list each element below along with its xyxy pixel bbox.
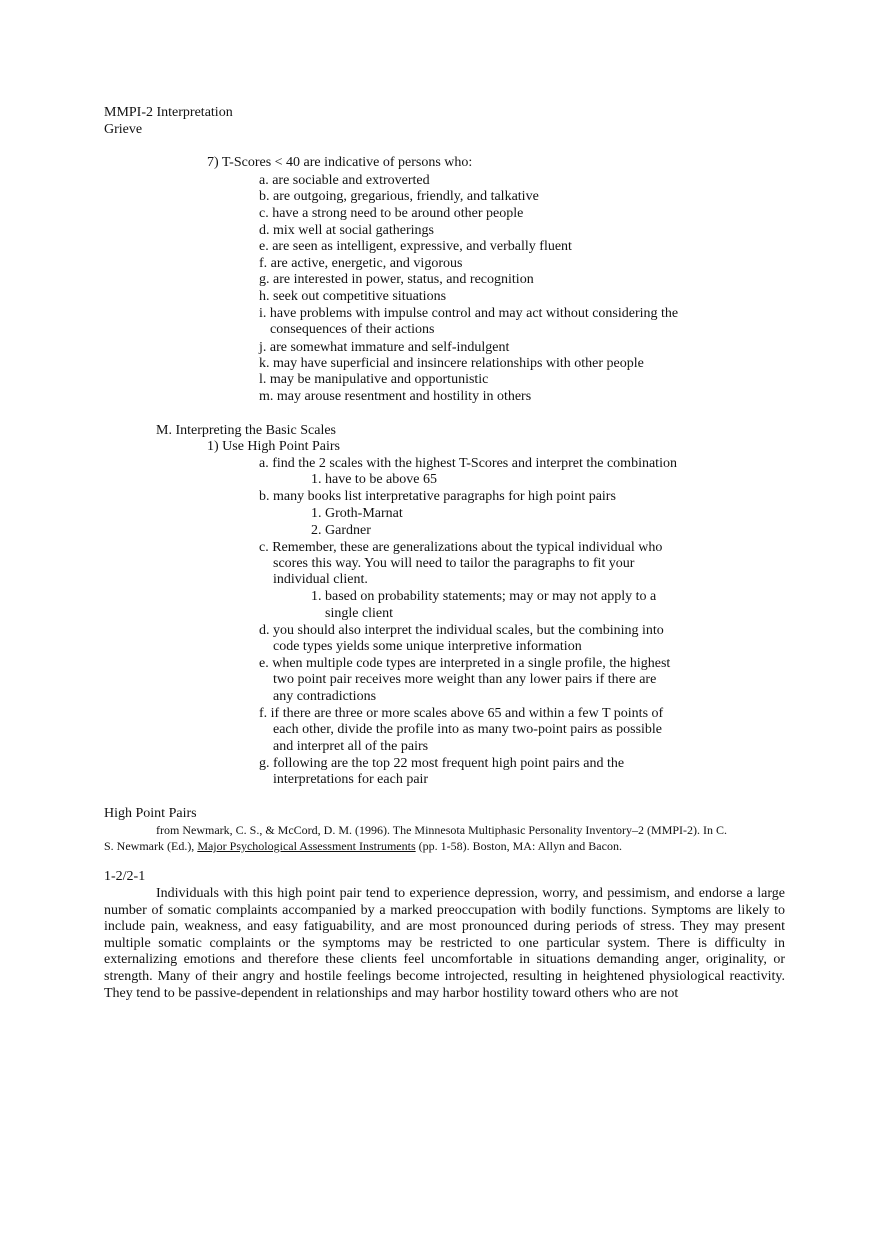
list-item: c. have a strong need to be around other people [259,206,524,221]
list-item-continuation: and interpret all of the pairs [273,739,429,754]
reference-line-1: from Newmark, C. S., & McCord, D. M. (1996). The Minnesota Multiphasic Personality Inventory–2 (MMPI-2). In C. [156,823,728,837]
list-item: i. have problems with impulse control and may act without considering the [259,306,679,321]
list-item: a. find the 2 scales with the highest T-Scores and interpret the combination [259,456,677,471]
section-m-subheading: 1) Use High Point Pairs [207,439,340,454]
list-item: m. may arouse resentment and hostility in others [259,389,532,404]
list-item: j. are somewhat immature and self-indulgent [259,340,510,355]
list-item: g. following are the top 22 most frequent high point pairs and the [259,756,625,771]
list-item: c. Remember, these are generalizations about the typical individual who [259,540,663,555]
doc-title: MMPI-2 Interpretation [104,105,233,120]
list-item-continuation: individual client. [273,572,368,587]
list-item: d. mix well at social gatherings [259,223,434,238]
list-item: f. are active, energetic, and vigorous [259,256,463,271]
sub-list-item: 2. Gardner [311,523,371,538]
reference-text: S. Newmark (Ed.), [104,839,198,853]
pair-paragraph: Individuals with this high point pair tend to experience depression, worry, and pessimism, and endorse a large number of somatic complaints accompanied by a marked preoccupation with bodily functions. Symptoms are likely to include pain, weakness, and easy fatiguability, and are most pronounced during periods of stress. They may present multiple somatic complaints or the symptoms may be restricted to one particular system. There is difficulty in externalizing emotions and therefore these clients feel uncomfortable in situations demanding anger, originality, or strength. Many of their angry and hostile feelings become introjected, resulting in heightened physiological reactivity. They tend to be passive-dependent in relationships and may harbor hostility toward others who are not [104,886,785,1001]
reference-text: (pp. 1-58). Boston, MA: Allyn and Bacon. [415,839,622,853]
sub-list-item: 1. have to be above 65 [311,472,437,487]
sub-list-item: 1. based on probability statements; may or may not apply to a [311,589,657,604]
list-item-continuation: consequences of their actions [270,322,435,337]
list-item-continuation: each other, divide the profile into as many two-point pairs as possible [273,722,663,737]
list-item: f. if there are three or more scales above 65 and within a few T points of [259,706,664,721]
list-item: a. are sociable and extroverted [259,173,430,188]
pair-label: 1-2/2-1 [104,869,146,884]
list-item-continuation: code types yields some unique interpretive information [273,639,582,654]
list-item-continuation: interpretations for each pair [273,772,429,787]
list-item-continuation: any contradictions [273,689,377,704]
reference-book-title: Major Psychological Assessment Instruments [197,839,416,853]
section-m-heading: M. Interpreting the Basic Scales [156,423,337,438]
reference-line-2 [104,838,622,855]
list-item-continuation: scores this way. You will need to tailor the paragraphs to fit your [273,556,635,571]
sub-list-item-continuation: single client [325,606,394,621]
list-item: e. when multiple code types are interpreted in a single profile, the highest [259,656,671,671]
list-item: l. may be manipulative and opportunistic [259,372,489,387]
list-item: d. you should also interpret the individual scales, but the combining into [259,623,664,638]
list-item: k. may have superficial and insincere relationships with other people [259,356,644,371]
high-point-pairs-heading: High Point Pairs [104,806,197,821]
list-item: e. are seen as intelligent, expressive, and verbally fluent [259,239,572,254]
list-item: b. many books list interpretative paragraphs for high point pairs [259,489,616,504]
list-item: g. are interested in power, status, and recognition [259,272,534,287]
list-item: h. seek out competitive situations [259,289,447,304]
section-7-heading: 7) T-Scores < 40 are indicative of persons who: [207,155,473,170]
list-item: b. are outgoing, gregarious, friendly, and talkative [259,189,539,204]
list-item-continuation: two point pair receives more weight than any lower pairs if there are [273,672,657,687]
doc-author: Grieve [104,122,143,137]
sub-list-item: 1. Groth-Marnat [311,506,403,521]
